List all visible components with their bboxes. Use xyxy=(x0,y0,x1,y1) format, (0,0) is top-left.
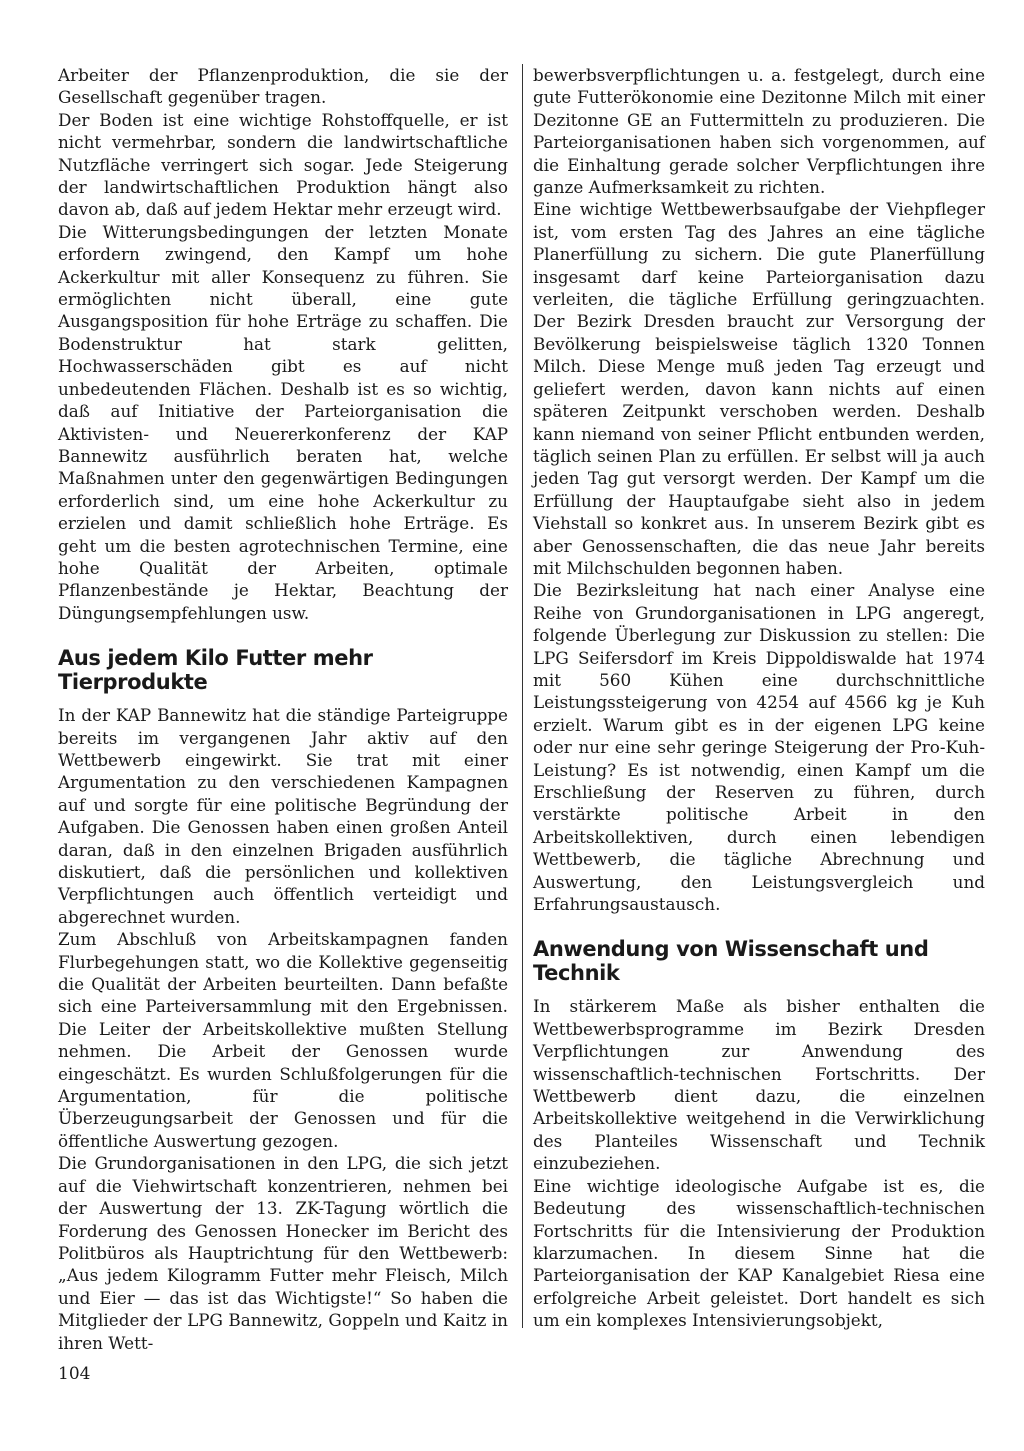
section-heading: Anwendung von Wissenschaft und Technik xyxy=(533,937,929,986)
section-heading: Aus jedem Kilo Futter mehr Tierprodukte xyxy=(58,646,373,695)
paragraph: Arbeiter der Pflanzenproduktion, die sie der Gesellschaft gegenüber tragen. xyxy=(58,65,508,108)
left-column xyxy=(58,64,523,1353)
paragraph: In stärkerem Maße als bisher enthalten die Wettbewerbsprogramme im Bezirk Dresden Verpflichtungen zur Anwendung des wissenschaftlich-technischen Fortschritts. Der Wettbewerb dient dazu, die einzelnen Arbeitskollektive weitgehend in die Verwirklichung des Planteiles Wissenschaft und Technik einzubeziehen. xyxy=(533,996,985,1174)
paragraph: Eine wichtige ideologische Aufgabe ist es, die Bedeutung des wissenschaftlich-technischen Fortschritts für die Intensivierung der Produktion klarzumachen. In diesem Sinne hat die Parteiorganisation der KAP Kanalgebiet Riesa eine erfolgreiche Arbeit geleistet. Dort handelt es sich um ein komplexes Intensivierungsobjekt, xyxy=(533,1175,985,1331)
paragraph: Eine wichtige Wettbewerbsaufgabe der Viehpfleger ist, vom ersten Tag des Jahres an eine tägliche Planerfüllung zu sichern. Die gute Planerfüllung insgesamt darf keine Parteiorganisation dazu verleiten, die tägliche Erfüllung geringzuachten. Der Bezirk Dresden braucht zur Versorgung der Bevölkerung beispielsweise täglich 1320 Tonnen Milch. Diese Menge muß jeden Tag erzeugt und geliefert werden, davon kann nichts auf einen späteren Zeitpunkt verschoben werden. Deshalb kann niemand von seiner Pflicht entbunden werden, täglich seinen Plan zu erfüllen. Er selbst will ja auch jeden Tag gut versorgt werden. Der Kampf um die Erfüllung der Hauptaufgabe sieht also in jedem Viehstall so konkret aus. In unserem Bezirk gibt es aber Genossenschaften, die das neue Jahr bereits mit Milchschulden begonnen haben. xyxy=(533,199,985,578)
paragraph: Zum Abschluß von Arbeitskampagnen fanden Flurbegehungen statt, wo die Kollektive gegenseitig die Qualität der Arbeiten beurteilten. Dann befaßte sich eine Parteiversammlung mit den Ergebnissen. Die Leiter der Arbeitskollektive mußten Stellung nehmen. Die Arbeit der Genossen wurde eingeschätzt. Es wurden Schlußfolgerungen für die Argumentation, für die politische Überzeugungsarbeit der Genossen und für die öffentliche Auswertung gezogen. xyxy=(58,929,508,1151)
paragraph: In der KAP Bannewitz hat die ständige Parteigruppe bereits im vergangenen Jahr aktiv auf den Wettbewerb eingewirkt. Sie trat mit einer Argumentation zu den verschiedenen Kampagnen auf und sorgte für eine politische Begründung der Aufgaben. Die Genossen haben einen großen Anteil daran, daß in den einzelnen Brigaden ausführlich diskutiert, daß die persönlichen und kollektiven Verpflichtungen auch öffentlich verteidigt und abgerechnet wurden. xyxy=(58,705,508,927)
paragraph: Die Witterungsbedingungen der letzten Monate erfordern zwingend, den Kampf um hohe Ackerkultur mit aller Konsequenz zu führen. Sie ermöglichten nicht überall, eine gute Ausgangsposition für hohe Erträge zu schaffen. Die Bodenstruktur hat stark gelitten, Hochwasserschäden gibt es auf nicht unbedeutenden Flächen. Deshalb ist es so wichtig, daß auf Initiative der Parteiorganisation die Aktivisten- und Neuererkonferenz der KAP Bannewitz ausführlich beraten hat, welche Maßnahmen unter den gegenwärtigen Bedingungen erforderlich sind, um eine hohe Ackerkultur zu erzielen und damit schließlich hohe Erträge. Es geht um die besten agrotechnischen Termine, eine hohe Qualität der Arbeiten, optimale Pflanzenbestände je Hektar, Beachtung der Düngungsempfehlungen usw. xyxy=(58,221,508,623)
paragraph: Die Grundorganisationen in den LPG, die sich jetzt auf die Viehwirtschaft konzentrieren, nehmen bei der Auswertung der 13. ZK-Tagung wörtlich die Forderung des Genossen Honecker im Bericht des Politbüros als Hauptrichtung für den Wettbewerb: „Aus jedem Kilogramm Futter mehr Fleisch, Milch und Eier — das ist das Wichtigste!“ So haben die Mitglieder der LPG Bannewitz, Goppeln und Kaitz in ihren Wett- xyxy=(58,1153,508,1353)
page-number: 104 xyxy=(58,1364,91,1384)
right-column xyxy=(533,64,985,1332)
paragraph: Die Bezirksleitung hat nach einer Analyse eine Reihe von Grundorganisationen in LPG angeregt, folgende Überlegung zur Diskussion zu stellen: Die LPG Seifersdorf im Kreis Dippoldiswalde hat 1974 mit 560 Kühen eine durchschnittliche Leistungssteigerung von 4254 auf 4566 kg je Kuh erzielt. Warum gibt es in der eigenen LPG keine oder nur eine sehr geringe Steigerung der Pro-Kuh-Leistung? Es ist notwendig, einen Kampf um die Erschließung der Reserven zu führen, durch verstärkte politische Arbeit in den Arbeitskollektiven, durch einen lebendigen Wettbewerb, die tägliche Abrechnung und Auswertung, den Leistungsvergleich und Erfahrungsaustausch. xyxy=(533,580,985,915)
paragraph: bewerbsverpflichtungen u. a. festgelegt, durch eine gute Futterökonomie eine Dezitonne Milch mit einer Dezitonne GE an Futtermitteln zu produzieren. Die Parteiorganisationen haben sich vorgenommen, auf die Einhaltung gerade solcher Verpflichtungen ihre ganze Aufmerksamkeit zu richten. xyxy=(533,65,985,198)
paragraph: Der Boden ist eine wichtige Rohstoffquelle, er ist nicht vermehrbar, sondern die landwirtschaftliche Nutzfläche verringert sich sogar. Jede Steigerung der landwirtschaftlichen Produktion hängt also davon ab, daß auf jedem Hektar mehr erzeugt wird. xyxy=(58,109,508,220)
